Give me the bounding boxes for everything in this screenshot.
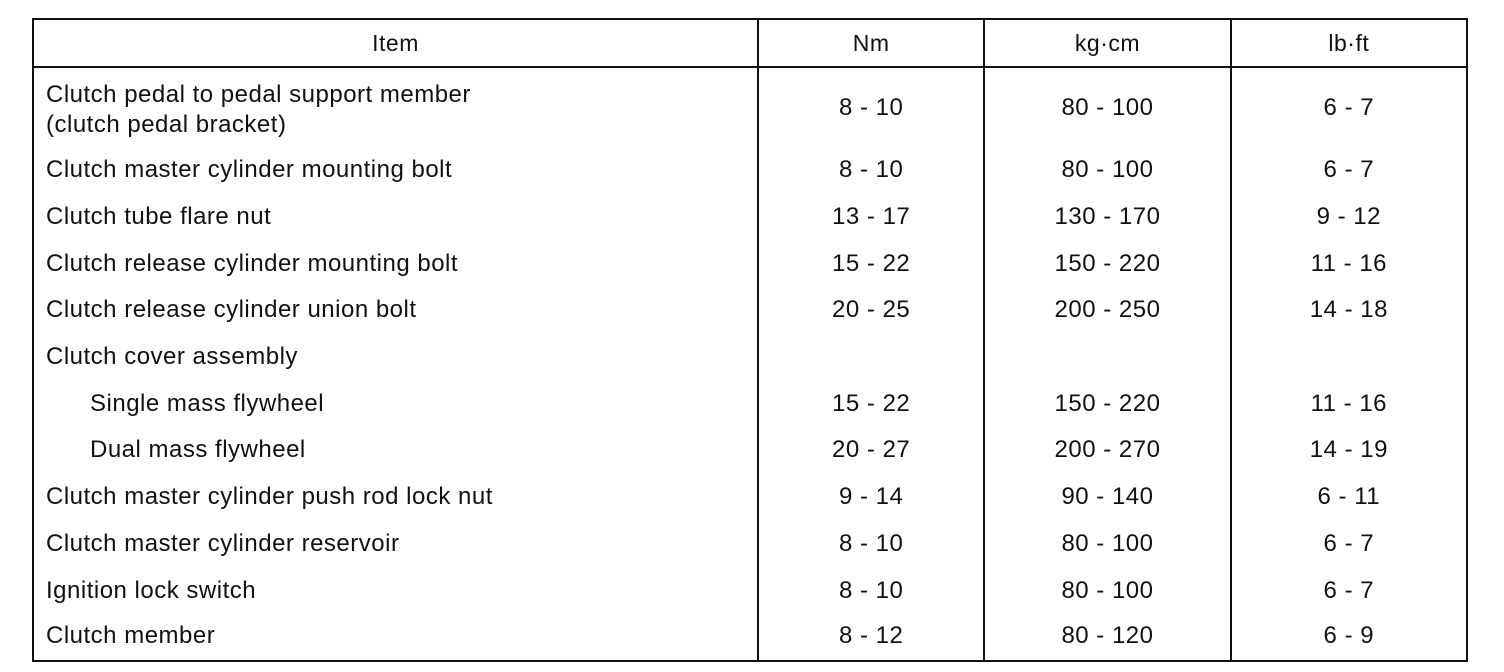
nm-cell: 8 - 10 — [758, 567, 984, 614]
kgcm-cell: 150 - 220 — [984, 240, 1230, 287]
table-row — [33, 287, 1467, 334]
header-nm: Nm — [758, 19, 984, 67]
table-row — [33, 380, 1467, 427]
item-cell: Dual mass flywheel — [33, 427, 758, 474]
lbft-cell: 11 - 16 — [1231, 240, 1467, 287]
lbft-cell: 6 - 7 — [1231, 521, 1467, 568]
table-row — [33, 67, 1467, 147]
item-cell: Single mass flywheel — [33, 380, 758, 427]
kgcm-cell: 80 - 100 — [984, 147, 1230, 194]
nm-cell: 8 - 10 — [758, 67, 984, 147]
lbft-cell: 6 - 11 — [1231, 474, 1467, 521]
item-cell: Ignition lock switch — [33, 567, 758, 614]
nm-cell: 8 - 10 — [758, 147, 984, 194]
lbft-cell — [1231, 334, 1467, 381]
nm-cell — [758, 334, 984, 381]
item-cell: Clutch release cylinder union bolt — [33, 287, 758, 334]
table-row — [33, 474, 1467, 521]
item-cell: Clutch tube flare nut — [33, 194, 758, 241]
kgcm-cell: 200 - 250 — [984, 287, 1230, 334]
header-row — [33, 19, 1467, 67]
table-row — [33, 194, 1467, 241]
item-cell: Clutch member — [33, 614, 758, 661]
table-row — [33, 521, 1467, 568]
header-item: Item — [33, 19, 758, 67]
torque-spec-table — [32, 18, 1468, 662]
header-lbft: lb·ft — [1231, 19, 1467, 67]
table-row — [33, 614, 1467, 661]
kgcm-cell: 80 - 100 — [984, 67, 1230, 147]
kgcm-cell: 80 - 100 — [984, 521, 1230, 568]
nm-cell: 15 - 22 — [758, 380, 984, 427]
item-cell: Clutch master cylinder mounting bolt — [33, 147, 758, 194]
nm-cell: 8 - 10 — [758, 521, 984, 568]
table-row — [33, 334, 1467, 381]
item-cell: Clutch release cylinder mounting bolt — [33, 240, 758, 287]
table-row — [33, 240, 1467, 287]
item-cell — [33, 67, 758, 147]
item-line: Clutch pedal to pedal support member — [46, 80, 471, 108]
item-line: (clutch pedal bracket) — [46, 110, 287, 138]
nm-cell: 8 - 12 — [758, 614, 984, 661]
nm-cell: 15 - 22 — [758, 240, 984, 287]
lbft-cell: 11 - 16 — [1231, 380, 1467, 427]
item-cell: Clutch master cylinder push rod lock nut — [33, 474, 758, 521]
lbft-cell: 6 - 7 — [1231, 567, 1467, 614]
nm-cell: 13 - 17 — [758, 194, 984, 241]
kgcm-cell: 200 - 270 — [984, 427, 1230, 474]
kgcm-cell: 130 - 170 — [984, 194, 1230, 241]
lbft-cell: 6 - 7 — [1231, 147, 1467, 194]
nm-cell: 9 - 14 — [758, 474, 984, 521]
lbft-cell: 14 - 18 — [1231, 287, 1467, 334]
lbft-cell: 6 - 9 — [1231, 614, 1467, 661]
table-row — [33, 567, 1467, 614]
nm-cell: 20 - 27 — [758, 427, 984, 474]
nm-cell: 20 - 25 — [758, 287, 984, 334]
lbft-cell: 14 - 19 — [1231, 427, 1467, 474]
item-cell: Clutch cover assembly — [33, 334, 758, 381]
item-cell: Clutch master cylinder reservoir — [33, 521, 758, 568]
kgcm-cell: 90 - 140 — [984, 474, 1230, 521]
kgcm-cell: 80 - 100 — [984, 567, 1230, 614]
header-kgcm: kg·cm — [984, 19, 1230, 67]
table-row — [33, 147, 1467, 194]
lbft-cell: 9 - 12 — [1231, 194, 1467, 241]
table-row — [33, 427, 1467, 474]
kgcm-cell — [984, 334, 1230, 381]
lbft-cell: 6 - 7 — [1231, 67, 1467, 147]
kgcm-cell: 80 - 120 — [984, 614, 1230, 661]
kgcm-cell: 150 - 220 — [984, 380, 1230, 427]
